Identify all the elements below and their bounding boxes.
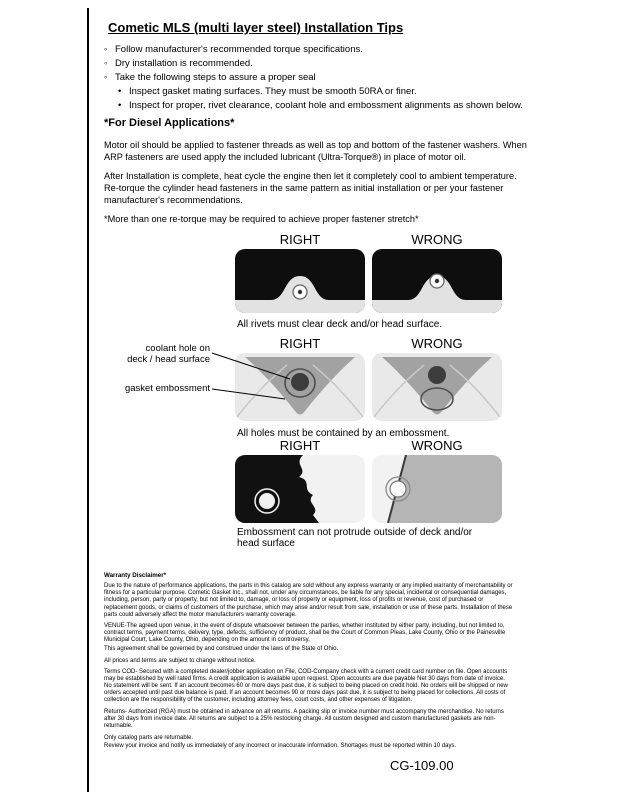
warranty-paragraph: Returns- Authorized (RGA) must be obtained in advance on all returns. A packing slip or invoice number must accompany the merchandise. No returns after 30 days from invoice date. All returns are subject to a 25% restocking charge. All custom designed and custom manufactured gaskets are non-returnable.: [104, 708, 504, 730]
diesel-heading: *For Diesel Applications*: [104, 117, 235, 129]
annotation-text: coolant hole on: [145, 343, 210, 354]
bullet-marker: •: [118, 86, 122, 98]
row2-right-label: RIGHT: [279, 336, 321, 351]
diagram-section: [104, 232, 524, 562]
page-title: Cometic MLS (multi layer steel) Installation Tips: [108, 20, 404, 35]
rivet-right-diagram: [235, 249, 365, 313]
warranty-disclaimer-section: [104, 572, 514, 755]
tip-text: Dry installation is recommended.: [115, 58, 253, 70]
warranty-paragraph: All prices and terms are subject to change without notice.: [104, 657, 256, 664]
bullet-marker: ◦: [104, 44, 108, 55]
diesel-paragraph: Motor oil should be applied to fastener threads as well as top and bottom of the fastener washers. When ARP fasteners are used apply the included lubricant (Ultra-Torque®) in place of motor oil.: [104, 139, 527, 162]
tip-text: Follow manufacturer's recommended torque specifications.: [115, 44, 363, 55]
row1-caption: All rivets must clear deck and/or head surface.: [237, 319, 443, 330]
diesel-paragraph: After Installation is complete, heat cycle the engine then let it completely cool to ambient temperature. Re-torque the cylinder head fasteners in the same pattern as initial installation or per your fastener manufacturer's recommendations.: [104, 170, 517, 206]
row1-wrong-label: WRONG: [411, 232, 463, 247]
retorque-note: *More than one re-torque may be required to achieve proper fastener stretch*: [104, 214, 419, 225]
tip-text: Inspect gasket mating surfaces. They must be smooth 50RA or finer.: [129, 86, 417, 98]
protrusion-right-diagram: [235, 455, 365, 523]
gasket-embossment-annotation: [104, 384, 210, 395]
warranty-paragraph: VENUE-The agreed upon venue, in the event of dispute whatsoever between the parties, whether instituted by either party, including, but not limited to, contract terms, payment terms, delivery, type, defects, sufficiency of product, shall be the Court of Common Pleas, Lake County, Ohio or the Painesville Municipal Court, Lake County, Ohio, depending on the amount in controversy.: [104, 623, 506, 644]
warranty-paragraph: Review your invoice and notify us immediately of any incorrect or inaccurate information. Shortages must be reported within 10 days.: [104, 743, 457, 750]
list-item: [118, 86, 544, 99]
bullet-marker: •: [118, 100, 122, 112]
rivet-wrong-diagram: [372, 249, 502, 313]
page-code: CG-109.00: [390, 758, 454, 773]
tip-text: Take the following steps to assure a proper seal: [115, 72, 316, 84]
embossment-right-diagram: [235, 353, 365, 421]
row2-caption: All holes must be contained by an embossment.: [237, 428, 450, 439]
row3-wrong-label: WRONG: [411, 438, 463, 453]
embossment-wrong-diagram: [372, 353, 502, 421]
warranty-paragraph: Terms COD- Secured with a completed dealer/jobber application on File, COD-Company check with a current credit card number on file. Open accounts may be established by well rated firms. A credit application is available upon request. Open accounts are due payable Net 30 days from date of invoice. No statement will be sent. If an account becomes 60 or more days past due, it is subject to being placed on credit hold. No orders will be shipped or new orders accepted until past due balance is paid. If an account becomes 90 or more days past due, it is subject to being placed for collections. All costs of collection are the responsibility of the customer, including attorney fees, court costs, and other expenses of litigation.: [104, 669, 508, 704]
bullet-marker: ◦: [104, 72, 108, 84]
warranty-heading: Warranty Disclaimer*: [104, 572, 167, 579]
left-margin-rule: [87, 8, 89, 792]
row3-right-label: RIGHT: [279, 438, 321, 453]
list-item: [104, 72, 544, 85]
row2-wrong-label: WRONG: [411, 336, 463, 351]
warranty-paragraph: Due to the nature of performance applications, the parts in this catalog are sold without any express warranty or any implied warranty of merchantability or fitness for a particular purpose. Cometic Gasket Inc., shall not, under any circumstances, be liable for any special, incidental or consequential damages, including, person, party or property, but not limited to, damage, or loss of property or equipment, loss of profits or revenue, cost of purchased or replacement goods, or claims of customers of the purchase, which may arise and/or result from sale, installation or use of these parts. Installation of these parts could adversely affect the motor manufacturers warranty coverage.: [104, 583, 513, 618]
row3-caption: Embossment can not protrude outside of deck and/or head surface: [237, 527, 473, 549]
annotation-text: deck / head surface: [127, 353, 210, 365]
row1-right-label: RIGHT: [279, 232, 321, 247]
warranty-paragraph: Only catalog parts are returnable.: [104, 734, 194, 741]
diesel-applications-section: [104, 116, 529, 232]
list-item: [104, 44, 544, 57]
list-item: [104, 58, 544, 71]
installation-tips-list: [104, 44, 544, 114]
coolant-hole-annotation: [104, 344, 210, 366]
warranty-paragraph: This agreement shall be governed by and construed under the laws of the State of Ohio.: [104, 645, 339, 652]
list-item: [118, 100, 544, 113]
protrusion-wrong-diagram: [372, 455, 502, 523]
annotation-text: gasket embossment: [124, 383, 210, 394]
bullet-marker: ◦: [104, 58, 108, 70]
tip-text: Inspect for proper, rivet clearance, coolant hole and embossment alignments as shown below.: [129, 100, 523, 112]
